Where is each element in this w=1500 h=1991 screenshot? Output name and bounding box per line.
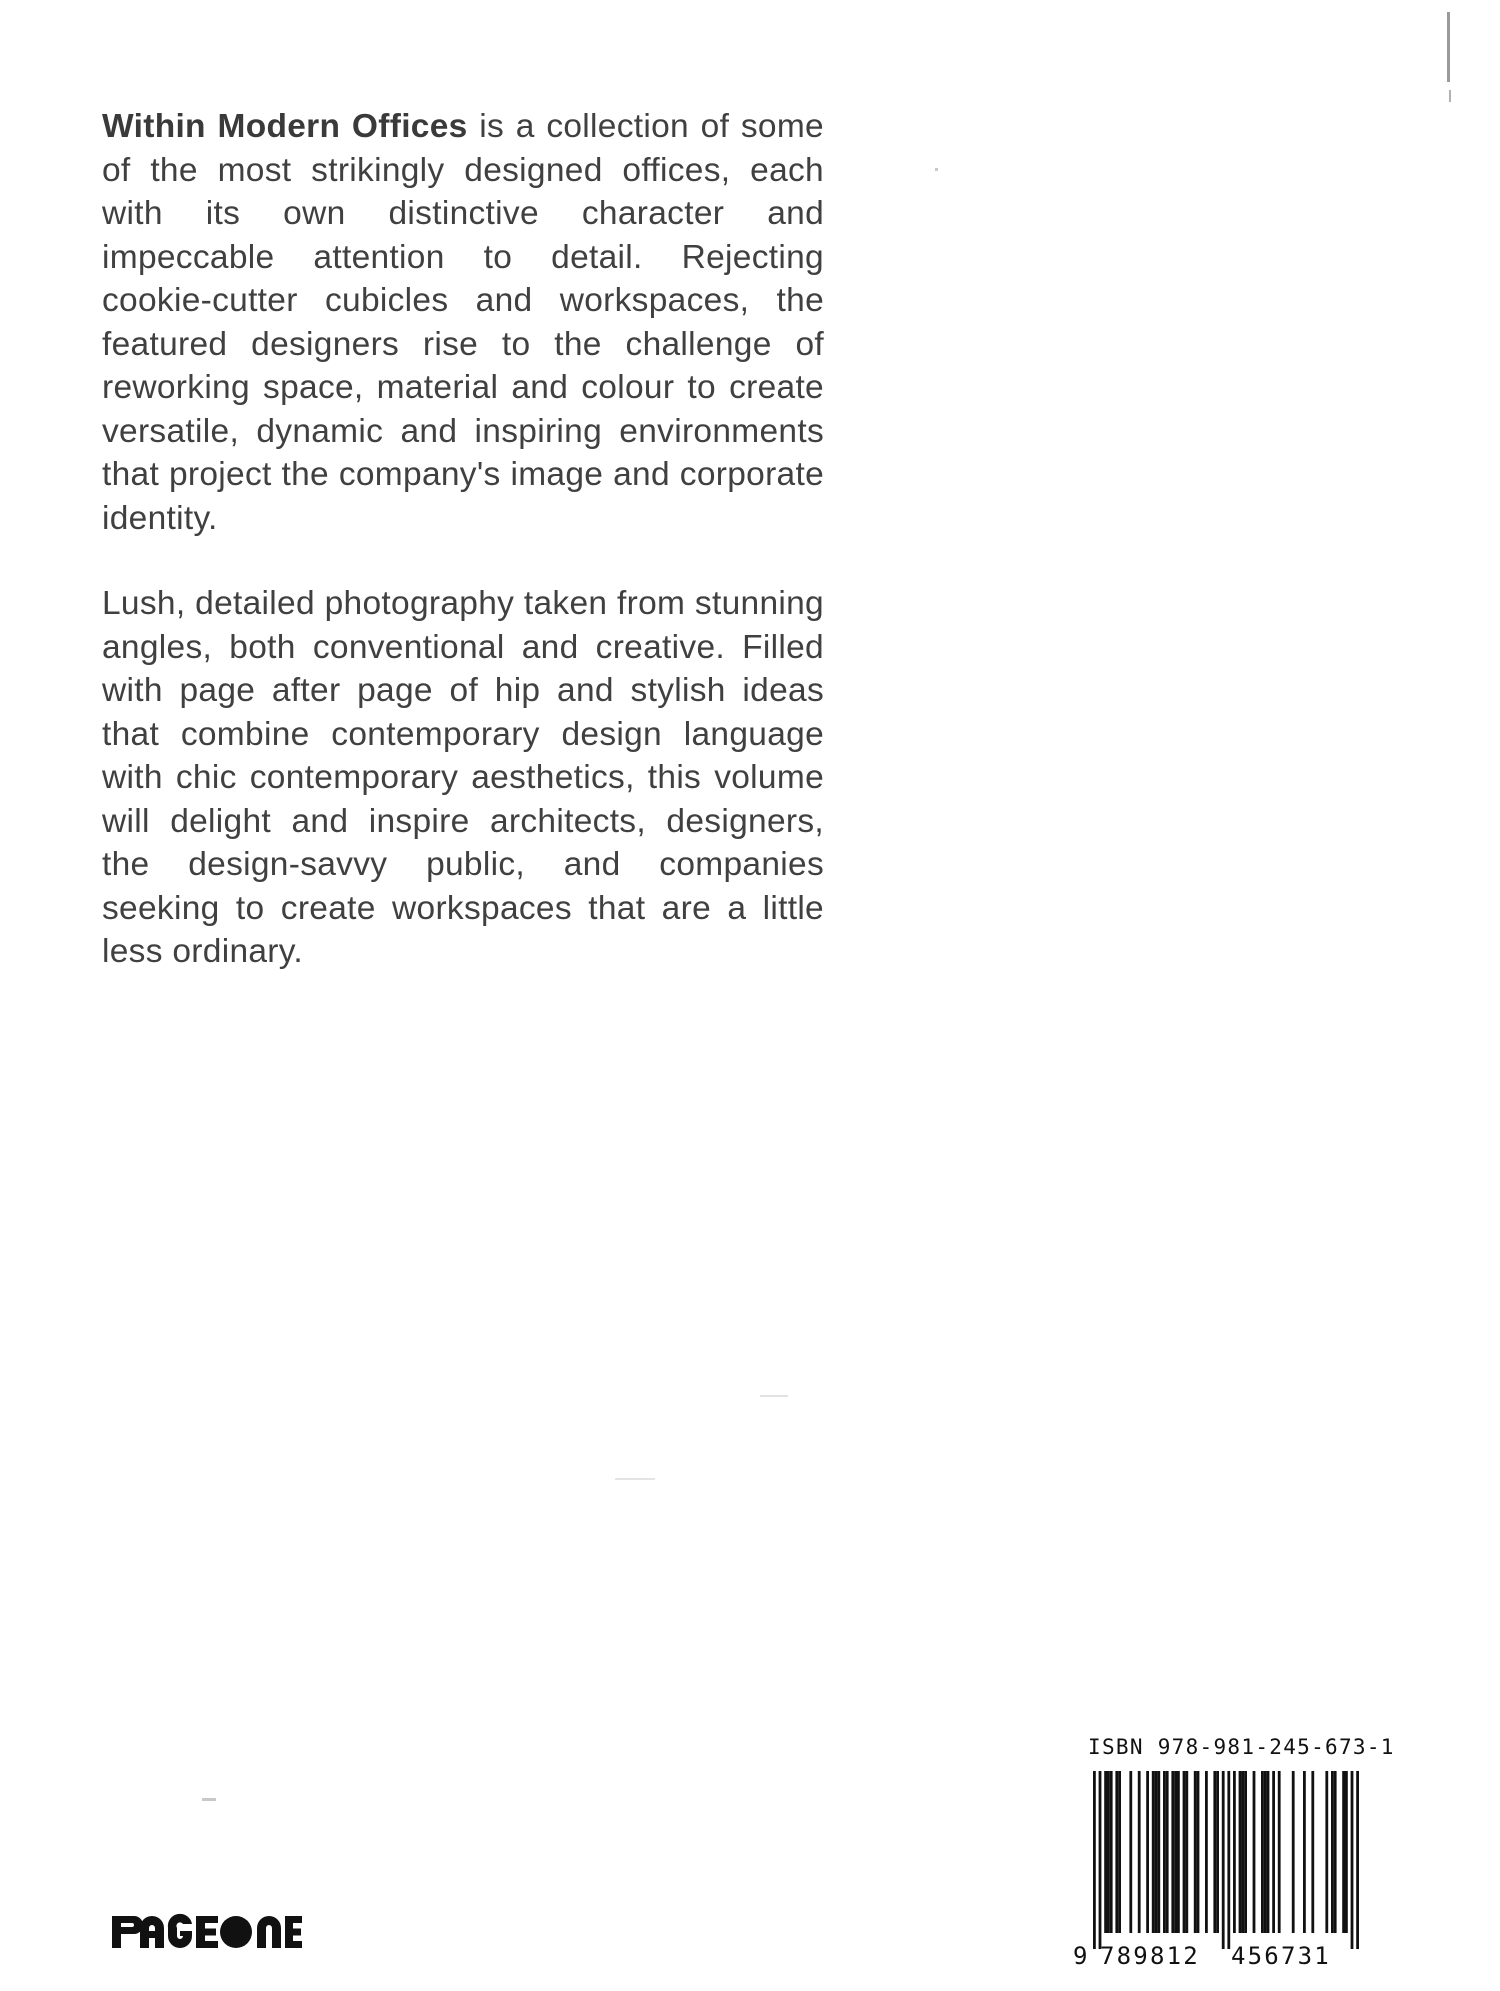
barcode-bar <box>1241 1771 1244 1933</box>
barcode-bar <box>1205 1771 1208 1933</box>
barcode-bar <box>1244 1771 1247 1933</box>
barcode-bar <box>1311 1771 1314 1933</box>
barcode-bar <box>1261 1771 1264 1933</box>
barcode-bar <box>1253 1771 1256 1933</box>
barcode-bar <box>1138 1771 1141 1933</box>
blurb-text <box>102 105 824 1016</box>
barcode-bar <box>1267 1771 1270 1933</box>
barcode-bar <box>1292 1771 1295 1933</box>
book-title: Within Modern Offices <box>102 108 468 145</box>
paragraph-photography: Lush, detailed photography taken from stunning angles, both conventional and creative. Filled with page after page of hip and stylish ideas that combine contemporary design language with chic contemporary aesthetics, this volume will delight and inspire architects, designers, the design-savvy public, and companies seeking to create workspaces that are a little less ordinary. <box>102 585 824 970</box>
barcode-bar <box>1272 1771 1275 1933</box>
scan-speck <box>760 1395 788 1397</box>
barcode-bar <box>1174 1771 1177 1933</box>
barcode-bar <box>1129 1771 1132 1933</box>
barcode-bar <box>1303 1771 1306 1933</box>
barcode-bar <box>1166 1771 1169 1933</box>
barcode-bar <box>1104 1771 1107 1933</box>
barcode-bar <box>1213 1771 1216 1933</box>
barcode-bar <box>1239 1771 1242 1933</box>
barcode-bar <box>1107 1771 1110 1933</box>
intro-text: is a collection of some of the most strikingly designed offices, each with its own distinctive character and impeccable attention to detail. Rejecting cookie-cutter cubicles and workspaces, the featured designers rise to the challenge of reworking space, material and colour to create versatile, dynamic and inspiring environments that project the company's image and corporate identity. <box>102 108 824 537</box>
barcode-bar <box>1331 1771 1334 1933</box>
paragraph-intro <box>102 105 824 540</box>
barcode-digits-left: 789812 <box>1100 1942 1200 1970</box>
isbn-barcode-block <box>1068 1735 1395 1971</box>
scan-speck <box>935 168 938 171</box>
barcode-icon <box>1068 1771 1373 1971</box>
barcode-bar <box>1118 1771 1121 1933</box>
barcode-bar <box>1146 1771 1149 1933</box>
barcode-bar <box>1163 1771 1166 1933</box>
scan-speck <box>1449 90 1451 102</box>
scan-speck <box>1447 12 1450 82</box>
barcode-bar <box>1351 1771 1354 1949</box>
barcode-bar <box>1342 1771 1345 1933</box>
barcode-bar <box>1334 1771 1337 1933</box>
barcode-bar <box>1093 1771 1096 1949</box>
barcode-bar <box>1233 1771 1236 1933</box>
scan-speck <box>202 1798 216 1801</box>
barcode-bar <box>1222 1771 1225 1949</box>
barcode-bar <box>1183 1771 1186 1933</box>
barcode-bar <box>1216 1771 1219 1933</box>
barcode-bar <box>1345 1771 1348 1933</box>
barcode-bar <box>1177 1771 1180 1933</box>
barcode-bar <box>1157 1771 1160 1933</box>
page-one-logo-icon <box>112 1912 302 1952</box>
scan-speck <box>615 1478 655 1480</box>
isbn-label: ISBN 978-981-245-673-1 <box>1088 1735 1395 1759</box>
barcode-bar <box>1171 1771 1174 1933</box>
barcode-bar <box>1155 1771 1158 1933</box>
barcode-bar <box>1152 1771 1155 1933</box>
barcode-bar <box>1185 1771 1188 1933</box>
barcode-bar <box>1227 1771 1230 1949</box>
barcode-bar <box>1110 1771 1113 1933</box>
barcode-bar <box>1197 1771 1200 1933</box>
barcode-digits-right: 456731 <box>1231 1942 1331 1970</box>
barcode-bar <box>1194 1771 1197 1933</box>
barcode-bar <box>1264 1771 1267 1933</box>
publisher-logo <box>112 1912 302 1957</box>
barcode-bar <box>1325 1771 1328 1933</box>
barcode-bar <box>1278 1771 1281 1933</box>
barcode-bar <box>1356 1771 1359 1949</box>
barcode-bar <box>1099 1771 1102 1949</box>
barcode-bar <box>1115 1771 1118 1933</box>
barcode-digit-lead: 9 <box>1073 1942 1088 1970</box>
